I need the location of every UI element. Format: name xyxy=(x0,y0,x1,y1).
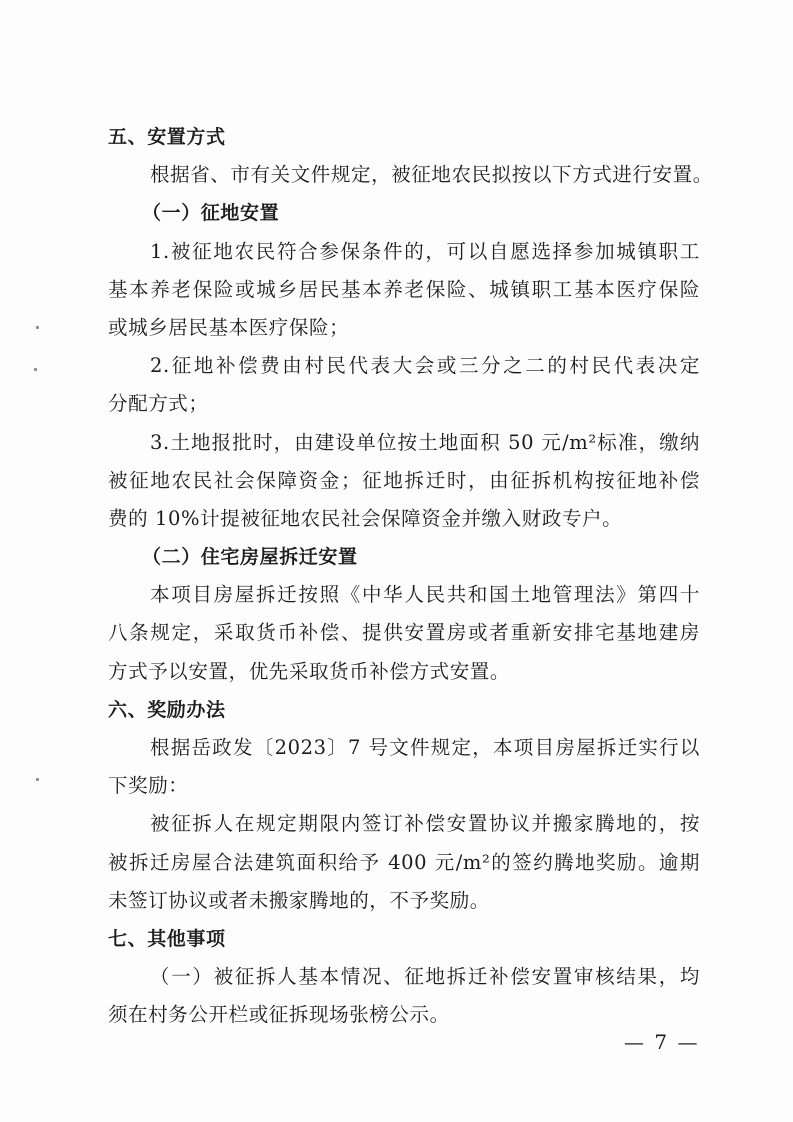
paragraph-line: 被拆迁房屋合法建筑面积给予 400 元/m²的签约腾地奖励。逾期 xyxy=(108,850,700,874)
paragraph-line: 1.被征地农民符合参保条件的，可以自愿选择参加城镇职工 xyxy=(150,239,700,263)
subsection-heading-land-resettlement: （一）征地安置 xyxy=(142,202,280,225)
paragraph-line: 方式予以安置，优先采取货币补偿方式安置。 xyxy=(108,659,511,683)
paragraph-line: 或城乡居民基本医疗保险； xyxy=(108,315,350,339)
paragraph-line: 根据岳政发〔2023〕7 号文件规定，本项目房屋拆迁实行以 xyxy=(150,736,700,759)
section-heading-six: 六、奖励办法 xyxy=(108,698,226,721)
document-body xyxy=(108,118,713,1035)
paragraph-line: 基本养老保险或城乡居民基本养老保险、城镇职工基本医疗保险 xyxy=(108,277,700,301)
paragraph-line: 须在村务公开栏或征拆现场张榜公示。 xyxy=(108,1003,450,1027)
paragraph-line: 2.征地补偿费由村民代表大会或三分之二的村民代表决定 xyxy=(150,354,700,378)
paragraph-line: 分配方式； xyxy=(108,392,209,416)
scan-speck xyxy=(36,778,39,781)
section-heading-seven: 七、其他事项 xyxy=(108,927,226,950)
section-heading-five: 五、安置方式 xyxy=(108,126,226,148)
paragraph-line: 被征拆人在规定期限内签订补偿安置协议并搬家腾地的，按 xyxy=(150,812,700,836)
page-number: — 7 — xyxy=(624,1030,700,1054)
scan-speck xyxy=(36,326,39,329)
paragraph-line: 未签订协议或者未搬家腾地的，不予奖励。 xyxy=(108,888,490,912)
paragraph-line: 3.土地报批时，由建设单位按土地面积 50 元/m²标准，缴纳 xyxy=(150,430,700,454)
subsection-heading-house-demolition: （二）住宅房屋拆迁安置 xyxy=(142,546,358,569)
paragraph-line: （一）被征拆人基本情况、征地拆迁补偿安置审核结果，均 xyxy=(150,965,700,989)
paragraph-line: 八条规定，采取货币补偿、提供安置房或者重新安排宅基地建房 xyxy=(108,621,700,645)
paragraph-line: 被征地农民社会保障资金；征地拆迁时，由征拆机构按征地补偿 xyxy=(108,468,700,492)
paragraph-line: 根据省、市有关文件规定，被征地农民拟按以下方式进行安置。 xyxy=(150,163,713,187)
scan-speck xyxy=(34,368,37,371)
paragraph-line: 下奖励： xyxy=(108,774,189,798)
paragraph-line: 费的 10%计提被征地农民社会保障资金并缴入财政专户。 xyxy=(108,506,623,530)
paragraph-line: 本项目房屋拆迁按照《中华人民共和国土地管理法》第四十 xyxy=(150,583,700,607)
